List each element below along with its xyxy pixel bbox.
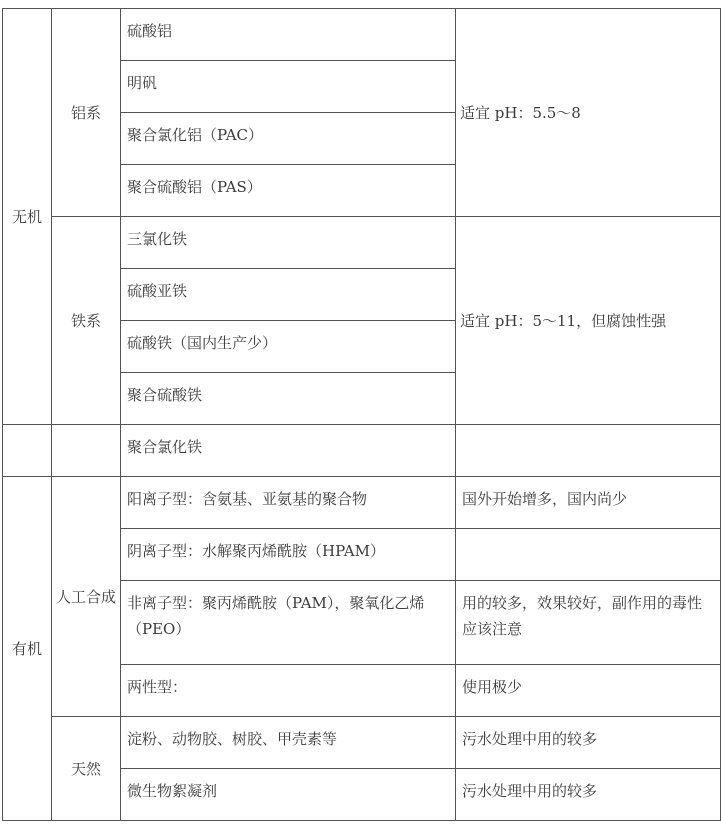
subcategory-iron xyxy=(52,217,121,425)
agent-note: 污水处理中用的较多 xyxy=(456,717,721,769)
category-label: 无机 xyxy=(11,207,42,226)
agent-name: 硫酸亚铁 xyxy=(121,269,456,321)
agent-note: 用的较多，效果较好，副作用的毒性应该注意 xyxy=(456,581,721,665)
agent-name: 聚合硫酸铝（PAS） xyxy=(121,165,456,217)
group-note-aluminum: 适宜 pH：5.5～8 xyxy=(456,9,721,217)
empty-cell xyxy=(3,425,52,477)
agent-note: 污水处理中用的较多 xyxy=(456,769,721,821)
table-row xyxy=(3,425,721,477)
category-label: 有机 xyxy=(11,639,42,658)
subcategory-label: 人工合成 xyxy=(56,587,117,606)
agent-note: 使用极少 xyxy=(456,665,721,717)
subcategory-label: 铁系 xyxy=(70,311,101,330)
agent-name: 阳离子型：含氨基、亚氨基的聚合物 xyxy=(121,477,456,529)
agent-name: 硫酸铝 xyxy=(121,9,456,61)
category-organic xyxy=(3,477,52,821)
agent-name: 两性型： xyxy=(121,665,456,717)
agent-name: 非离子型：聚丙烯酰胺（PAM），聚氧化乙烯（PEO） xyxy=(121,581,456,665)
subcategory-synthetic xyxy=(52,477,121,717)
agent-name: 三氯化铁 xyxy=(121,217,456,269)
agent-name: 淀粉、动物胶、树胶、甲壳素等 xyxy=(121,717,456,769)
table-row xyxy=(3,477,721,529)
agent-name: 聚合氯化铝（PAC） xyxy=(121,113,456,165)
flocculant-table xyxy=(2,8,721,821)
agent-name: 聚合硫酸铁 xyxy=(121,373,456,425)
subcategory-label: 铝系 xyxy=(70,103,101,122)
agent-name: 微生物絮凝剂 xyxy=(121,769,456,821)
agent-name: 阴离子型：水解聚丙烯酰胺（HPAM） xyxy=(121,529,456,581)
table-row xyxy=(3,9,721,61)
category-inorganic xyxy=(3,9,52,425)
empty-cell xyxy=(52,425,121,477)
subcategory-label: 天然 xyxy=(70,759,101,778)
agent-note xyxy=(456,529,721,581)
subcategory-natural xyxy=(52,717,121,821)
subcategory-aluminum xyxy=(52,9,121,217)
table-row xyxy=(3,217,721,269)
agent-name: 明矾 xyxy=(121,61,456,113)
group-note-iron: 适宜 pH：5～11，但腐蚀性强 xyxy=(456,217,721,425)
table-row xyxy=(3,717,721,769)
agent-note: 国外开始增多，国内尚少 xyxy=(456,477,721,529)
agent-note xyxy=(456,425,721,477)
agent-name: 硫酸铁（国内生产少） xyxy=(121,321,456,373)
agent-name: 聚合氯化铁 xyxy=(121,425,456,477)
